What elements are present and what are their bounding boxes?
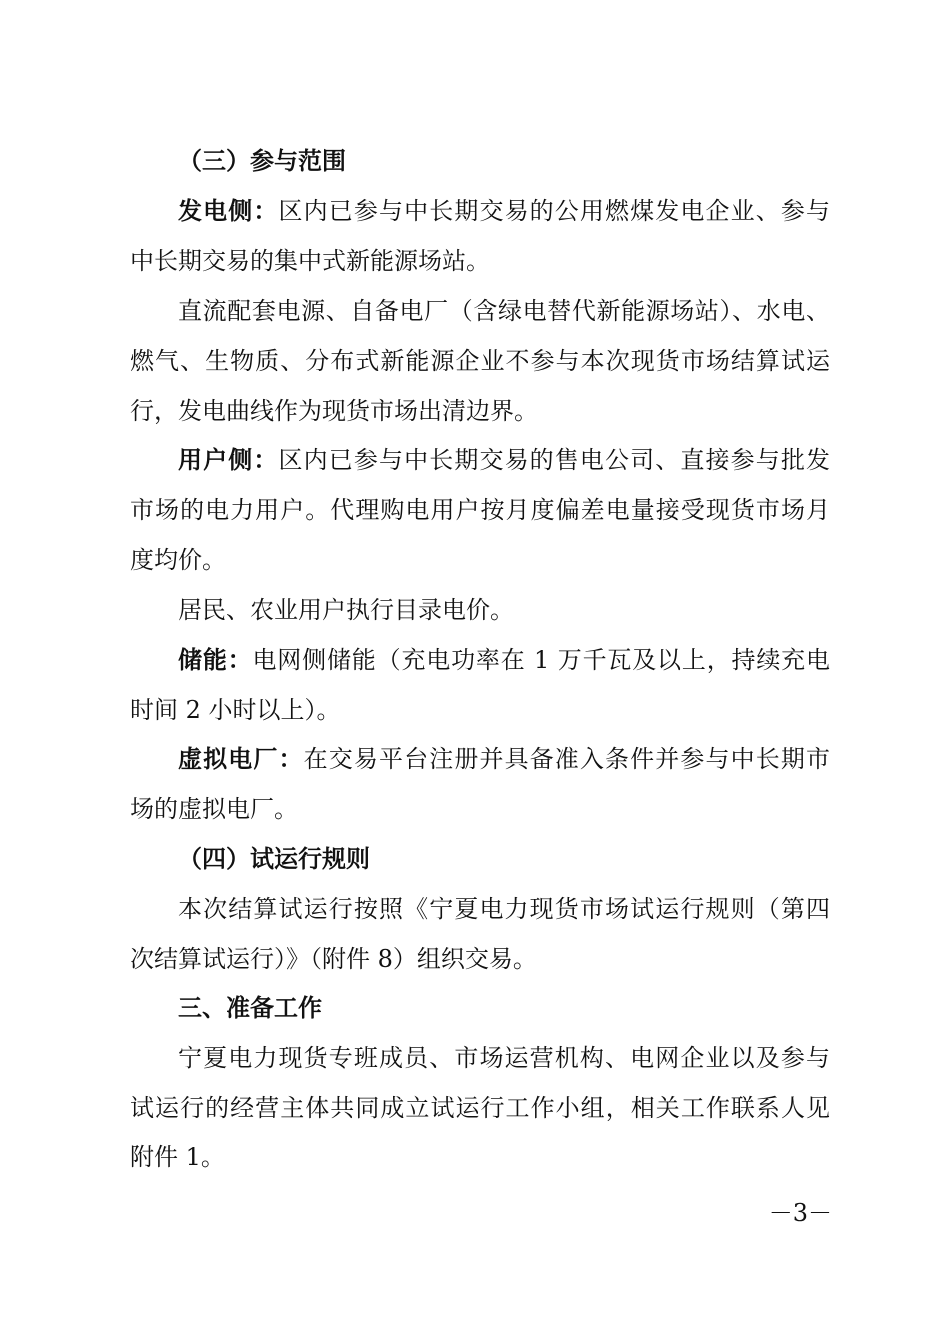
storage-paragraph-line-1 bbox=[178, 640, 830, 680]
storage-label: 储能： bbox=[178, 646, 253, 674]
dc-power-paragraph-line-2: 燃气、生物质、分布式新能源企业不参与本次现货市场结算试运 bbox=[130, 347, 830, 375]
user-side-text: 区内已参与中长期交易的售电公司、直接参与批发 bbox=[278, 446, 830, 474]
page-number: －3－ bbox=[768, 1199, 832, 1227]
user-side-paragraph-line-2: 市场的电力用户。代理购电用户按月度偏差电量接受现货市场月 bbox=[130, 496, 830, 524]
dc-power-paragraph-line-1: 直流配套电源、自备电厂（含绿电替代新能源场站）、水电、 bbox=[178, 297, 830, 325]
trial-rules-paragraph-line-1: 本次结算试运行按照《宁夏电力现货市场试运行规则（第四 bbox=[178, 895, 830, 923]
user-side-paragraph-line-1 bbox=[178, 440, 830, 480]
storage-paragraph-line-2: 时间 2 小时以上）。 bbox=[130, 696, 341, 724]
section-heading-trial-rules: （四）试运行规则 bbox=[178, 845, 370, 873]
resident-agriculture-paragraph: 居民、农业用户执行目录电价。 bbox=[178, 596, 514, 624]
preparation-paragraph-line-1: 宁夏电力现货专班成员、市场运营机构、电网企业以及参与 bbox=[178, 1044, 830, 1072]
virtual-power-plant-paragraph-line-2: 场的虚拟电厂。 bbox=[130, 795, 298, 823]
section-heading-preparation: 三、准备工作 bbox=[178, 994, 322, 1022]
trial-rules-paragraph-line-2: 次结算试运行）》（附件 8）组织交易。 bbox=[130, 945, 537, 973]
generation-side-text: 区内已参与中长期交易的公用燃煤发电企业、参与 bbox=[278, 197, 830, 225]
virtual-power-plant-label: 虚拟电厂： bbox=[178, 745, 304, 773]
virtual-power-plant-paragraph-line-1 bbox=[178, 739, 830, 779]
virtual-power-plant-text: 在交易平台注册并具备准入条件并参与中长期市 bbox=[303, 745, 830, 773]
user-side-label: 用户侧： bbox=[178, 446, 279, 474]
generation-side-paragraph-line-1 bbox=[178, 191, 830, 231]
generation-side-paragraph-line-2: 中长期交易的集中式新能源场站。 bbox=[130, 247, 490, 275]
preparation-paragraph-line-3: 附件 1。 bbox=[130, 1143, 225, 1171]
generation-side-label: 发电侧： bbox=[178, 197, 279, 225]
preparation-paragraph-line-2: 试运行的经营主体共同成立试运行工作小组，相关工作联系人见 bbox=[130, 1094, 830, 1122]
user-side-paragraph-line-3: 度均价。 bbox=[130, 546, 226, 574]
storage-text: 电网侧储能（充电功率在 1 万千瓦及以上，持续充电 bbox=[252, 646, 830, 674]
dc-power-paragraph-line-3: 行，发电曲线作为现货市场出清边界。 bbox=[130, 397, 538, 425]
section-heading-participation-scope: （三）参与范围 bbox=[178, 147, 346, 175]
